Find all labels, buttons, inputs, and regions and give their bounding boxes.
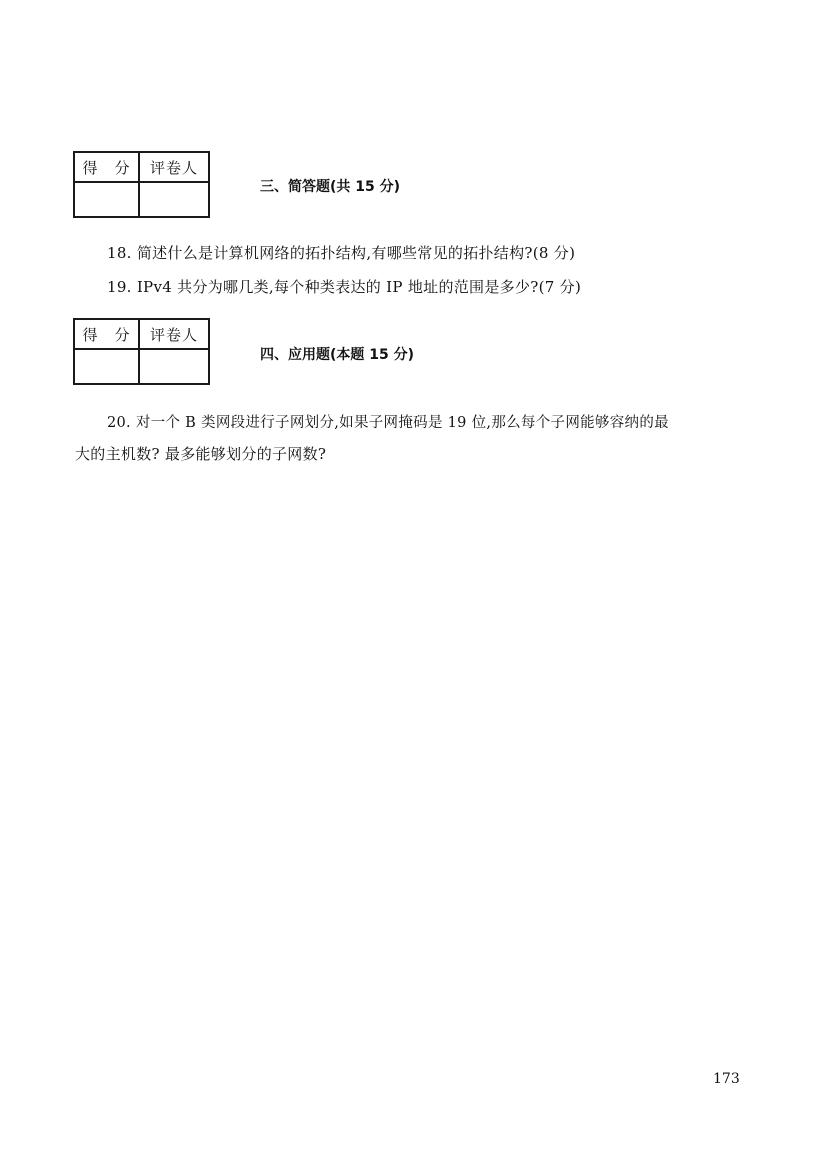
score-entry-cell[interactable] bbox=[75, 350, 140, 383]
page-number: 173 bbox=[713, 1071, 740, 1087]
question-20-line2: 大的主机数? 最多能够划分的子网数? bbox=[75, 445, 327, 463]
score-box-section4 bbox=[73, 318, 210, 385]
grader-entry-cell[interactable] bbox=[140, 183, 208, 216]
score-box-section3 bbox=[73, 151, 210, 218]
question-19: 19. IPv4 共分为哪几类,每个种类表达的 IP 地址的范围是多少?(7 分) bbox=[107, 278, 582, 296]
score-label: 得 分 bbox=[75, 153, 140, 183]
score-label: 得 分 bbox=[75, 320, 140, 350]
grader-label: 评卷人 bbox=[140, 320, 208, 350]
question-20-line1: 20. 对一个 B 类网段进行子网划分,如果子网掩码是 19 位,那么每个子网能够容纳的最 bbox=[107, 415, 669, 431]
grader-label: 评卷人 bbox=[140, 153, 208, 183]
question-18: 18. 简述什么是计算机网络的拓扑结构,有哪些常见的拓扑结构?(8 分) bbox=[107, 244, 576, 262]
section-heading-application: 四、应用题(本题 15 分) bbox=[260, 347, 415, 363]
grader-entry-cell[interactable] bbox=[140, 350, 208, 383]
section-heading-short-answer: 三、简答题(共 15 分) bbox=[260, 179, 401, 195]
score-entry-cell[interactable] bbox=[75, 183, 140, 216]
